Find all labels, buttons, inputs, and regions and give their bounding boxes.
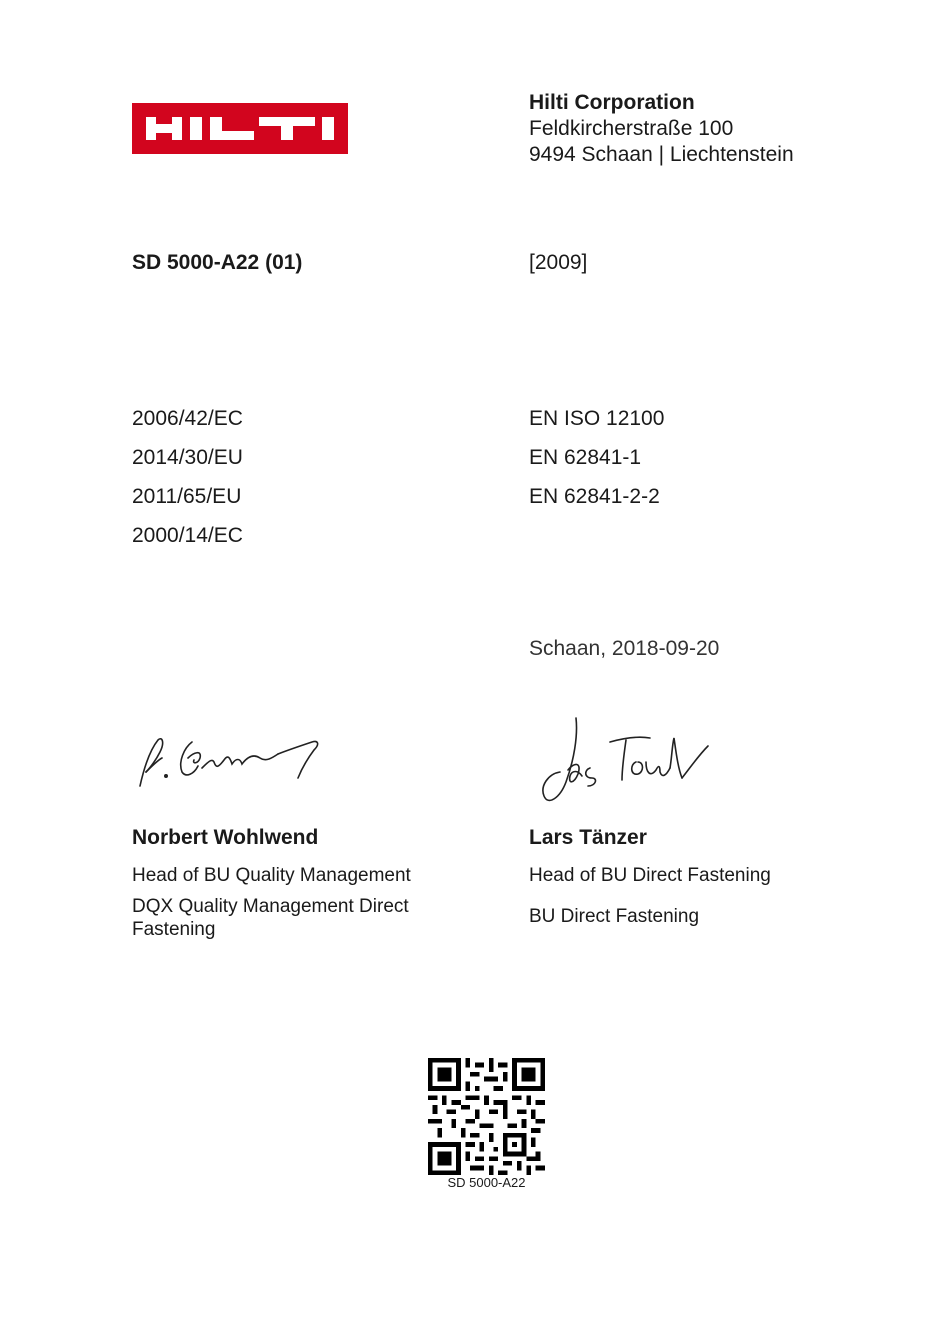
directive-item: 2014/30/EU [132, 446, 243, 469]
signature-taenzer [538, 712, 718, 812]
hilti-logo [132, 103, 348, 154]
product-year: [2009] [529, 251, 588, 274]
signature-wohlwend [132, 728, 332, 798]
signer-name: Norbert Wohlwend [132, 826, 319, 849]
place-date: Schaan, 2018-09-20 [529, 637, 720, 660]
signer-role: Head of BU Direct Fastening [529, 865, 771, 886]
standard-item: EN ISO 12100 [529, 407, 665, 430]
signer-name: Lars Tänzer [529, 826, 647, 849]
standard-item: EN 62841-1 [529, 446, 642, 469]
signer-role: Head of BU Quality Management [132, 865, 411, 886]
address-street: Feldkircherstraße 100 [529, 117, 734, 140]
signer-department: DQX Quality Management Direct Fastening [132, 896, 409, 940]
directive-item: 2011/65/EU [132, 485, 242, 508]
qr-code [428, 1058, 545, 1175]
signer-department: BU Direct Fastening [529, 906, 700, 927]
directive-item: 2000/14/EC [132, 524, 243, 547]
directive-item: 2006/42/EC [132, 407, 243, 430]
company-name: Hilti Corporation [529, 91, 695, 114]
standard-item: EN 62841-2-2 [529, 485, 660, 508]
qr-caption: SD 5000-A22 [447, 1175, 526, 1190]
address-city: 9494 Schaan | Liechtenstein [529, 143, 794, 166]
product-code: SD 5000-A22 (01) [132, 251, 303, 274]
